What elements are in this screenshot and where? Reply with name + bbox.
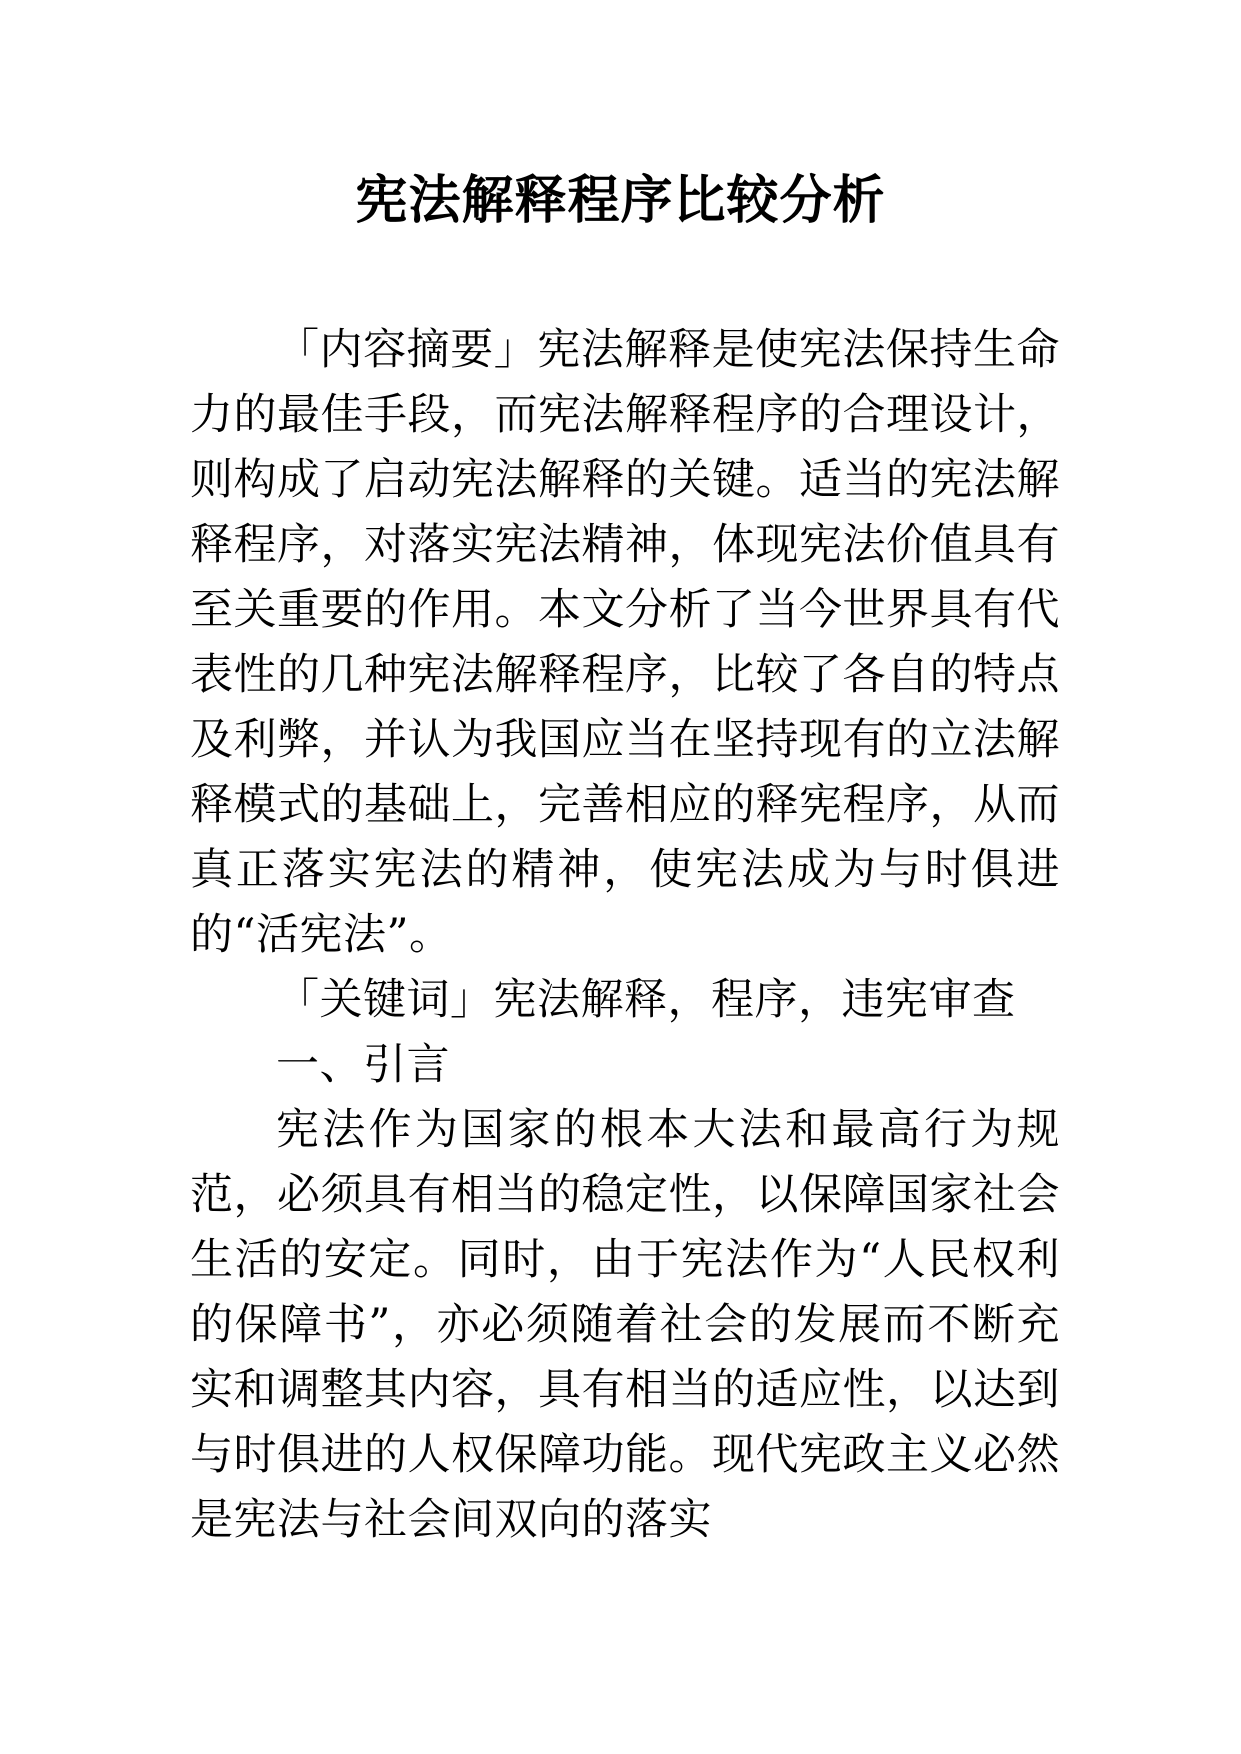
intro-paragraph: 宪法作为国家的根本大法和最高行为规范，必须具有相当的稳定性，以保障国家社会生活的安定。同时，由于宪法作为“人民权利的保障书”，亦必须随着社会的发展而不断充实和调整其内容，具有相当的适应性，以达到与时俱进的人权保障功能。现代宪政主义必然是宪法与社会间双向的落实 <box>190 1105 1060 1545</box>
section-heading: 一、引言 <box>276 1040 450 1090</box>
document-body <box>190 318 1060 1553</box>
keywords-paragraph: 「关键词」宪法解释，程序，违宪审查 <box>276 975 1016 1025</box>
abstract-paragraph: 「内容摘要」宪法解释是使宪法保持生命力的最佳手段，而宪法解释程序的合理设计，则构成了启动宪法解释的关键。适当的宪法解释程序，对落实宪法精神，体现宪法价值具有至关重要的作用。本文分析了当今世界具有代表性的几种宪法解释程序，比较了各自的特点及利弊，并认为我国应当在坚持现有的立法解释模式的基础上，完善相应的释宪程序，从而真正落实宪法的精神，使宪法成为与时俱进的“活宪法”。 <box>190 325 1060 960</box>
document-title: 宪法解释程序比较分析 <box>355 170 886 231</box>
